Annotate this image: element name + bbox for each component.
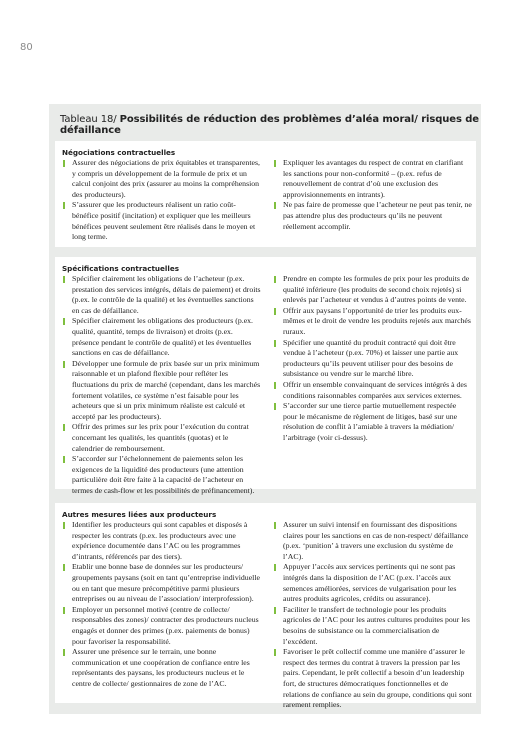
list-item: Identifier les producteurs qui sont capables et disposés à respecter les contrats (p.ex. les producteurs avec une expérience documentée dans l’AC ou les programmes d’intrants, référencés par des tiers).: [63, 520, 261, 562]
bullet-bar-icon: [274, 564, 276, 571]
list-item: Employer un personnel motivé (centre de collecte/ responsables des zones)/ contracter des producteurs nucleus engagés et donner des primes (p.ex. paiements de bonus) pour favoriser la responsabilité.: [63, 605, 261, 647]
left-column: [63, 274, 261, 496]
left-column: [63, 520, 261, 690]
section-heading: Autres mesures liées aux producteurs: [62, 510, 217, 519]
bullet-bar-icon: [274, 649, 276, 656]
bullet-bar-icon: [63, 649, 65, 656]
page-number: 80: [20, 42, 33, 53]
list-item: S’accorder sur l’échelonnement de paiements selon les exigences de la liquidité des producteurs (une attention particulière doit être faite à la capacité de l’acheteur en termes de cash-flow et les possibilités de préfinancement).: [63, 454, 261, 496]
left-column: [63, 158, 261, 243]
right-column: [274, 158, 472, 232]
list-item: S’accorder sur une tierce partie mutuellement respectée pour le mécanisme de règlement de litiges, basé sur une résolution de conflit à l’amiable à travers la médiation/ l’arbitrage (voir ci-dessus).: [274, 401, 472, 443]
section-contract-negotiations: [55, 141, 476, 247]
list-item: Etablir une bonne base de données sur les producteurs/ groupements paysans (soit en tant qu’entreprise individuelle ou en tant que mesure précompétitive parmi plusieurs entreprises ou au niveau de l’association/ interprofession).: [63, 562, 261, 604]
table-label: Tableau 18/: [60, 114, 117, 125]
list-item: Spécifier clairement les obligations de l’acheteur (p.ex. prestation des services intégrés, délais de paiement) et droits (p.ex. le contrôle de la qualité) et les éventuelles sanctions en cas de défaillance.: [63, 274, 261, 316]
bullet-bar-icon: [63, 607, 65, 614]
list-item: Assurer un suivi intensif en fournissant des dispositions claires pour les sanctions en cas de non-respect/ défaillance (p.ex. ‘punition’ à travers une exclusion du système de l’AC).: [274, 520, 472, 562]
section-other-producer-measures: [55, 503, 476, 710]
list-item: Spécifier clairement les obligations des producteurs (p.ex. qualité, quantité, temps de livraison) et droits (p.ex. présence pendant le contrôle de qualité) et les éventuelles sanctions en cas de défaillance.: [63, 316, 261, 358]
list-item: Développer une formule de prix basée sur un prix minimum raisonnable et un plafond flexible pour refléter les fluctuations du prix de marché (cependant, dans les marchés fortement volatiles, ce système n’est faisable pour les acheteurs que si un prix minimum réaliste est calculé et accepté par les producteurs).: [63, 359, 261, 423]
list-item: Offrir un ensemble convainquant de services intégrés à des conditions raisonnables comparées aux services externes.: [274, 380, 472, 401]
bullet-bar-icon: [274, 308, 276, 315]
bullet-bar-icon: [274, 160, 276, 167]
list-item: Appuyer l’accès aux services pertinents qui ne sont pas intégrés dans la disposition de l’AC (p.ex. l’accès aux semences améliorées, services de vulgarisation pour les autres produits agricoles, crédits ou assurance).: [274, 562, 472, 604]
list-item: Assurer une présence sur le terrain, une bonne communication et une coopération de confiance entre les représentants des paysans, les producteurs nucleus et le centre de collecte/ gestionnaires de zone de l’AC.: [63, 647, 261, 689]
list-item: Offrir des primes sur les prix pour l’exécution du contrat concernant les qualités, les quantités (quotas) et le calendrier de remboursement.: [63, 422, 261, 454]
bullet-bar-icon: [274, 607, 276, 614]
bullet-bar-icon: [274, 340, 276, 347]
bullet-bar-icon: [63, 424, 65, 431]
section-contract-specifications: [55, 257, 476, 495]
bullet-bar-icon: [274, 522, 276, 529]
list-item: Spécifier une quantité du produit contracté qui doit être vendue à l’acheteur (p.ex. 70%) et laisser une partie aux producteurs qu’ils peuvent utiliser pour des besoins de subsistance ou vendre sur le marché libre.: [274, 338, 472, 380]
bullet-bar-icon: [63, 276, 65, 283]
list-item: Ne pas faire de promesse que l’acheteur ne peut pas tenir, ne pas attendre plus des producteurs qu’ils ne peuvent réellement accomplir.: [274, 200, 472, 232]
bullet-bar-icon: [63, 522, 65, 529]
list-item: Expliquer les avantages du respect de contrat en clarifiant les sanctions pour non-conformité – (p.ex. refus de renouvellement de contrat d’où une exclusion des approvisionnements en intrants).: [274, 158, 472, 200]
table-title-text: Possibilités de réduction des problèmes d’aléa moral/ risques de défaillance: [60, 114, 479, 136]
list-item: Faciliter le transfert de technologie pour les produits agricoles de l’AC pour les autres cultures produites pour les besoins de subsistance ou la commercialisation de l’excédent.: [274, 605, 472, 647]
list-item: Favoriser le prêt collectif comme une manière d’assurer le respect des termes du contrat à travers la pression par les pairs. Cependant, le prêt collectif a besoin d’un leadership fort, de structures démocratiques fonctionnelles et de relations de confiance au sein du groupe, conditions qui sont rarement remplies.: [274, 647, 472, 711]
bullet-bar-icon: [274, 403, 276, 410]
bullet-bar-icon: [63, 361, 65, 368]
list-item: Offrir aux paysans l’opportunité de trier les produits eux-mêmes et le droit de vendre les produits rejetés aux marchés ruraux.: [274, 306, 472, 338]
right-column: [274, 274, 472, 444]
bullet-bar-icon: [63, 160, 65, 167]
bullet-bar-icon: [274, 202, 276, 209]
list-item: Assurer des négociations de prix équitables et transparentes, y compris un développement de la formule de prix et un calcul conjoint des prix (assurer au moins la compréhension des producteurs).: [63, 158, 261, 200]
bullet-bar-icon: [63, 318, 65, 325]
right-column: [274, 520, 472, 711]
bullet-bar-icon: [274, 382, 276, 389]
section-heading: Spécifications contractuelles: [62, 264, 180, 273]
section-heading: Négociations contractuelles: [62, 148, 176, 157]
list-item: S’assurer que les producteurs réalisent un ratio coût-bénéfice positif (incitation) et expliquer que les meilleurs bénéfices peuvent seulement être réalisés dans le moyen et long terme.: [63, 200, 261, 242]
bullet-bar-icon: [63, 564, 65, 571]
bullet-bar-icon: [274, 276, 276, 283]
bullet-bar-icon: [63, 202, 65, 209]
bullet-bar-icon: [63, 456, 65, 463]
list-item: Prendre en compte les formules de prix pour les produits de qualité inférieure (les produits de second choix rejetés) si enlevés par l’acheteur et vendus à d’autres points de vente.: [274, 274, 472, 306]
table-title: [60, 114, 480, 136]
